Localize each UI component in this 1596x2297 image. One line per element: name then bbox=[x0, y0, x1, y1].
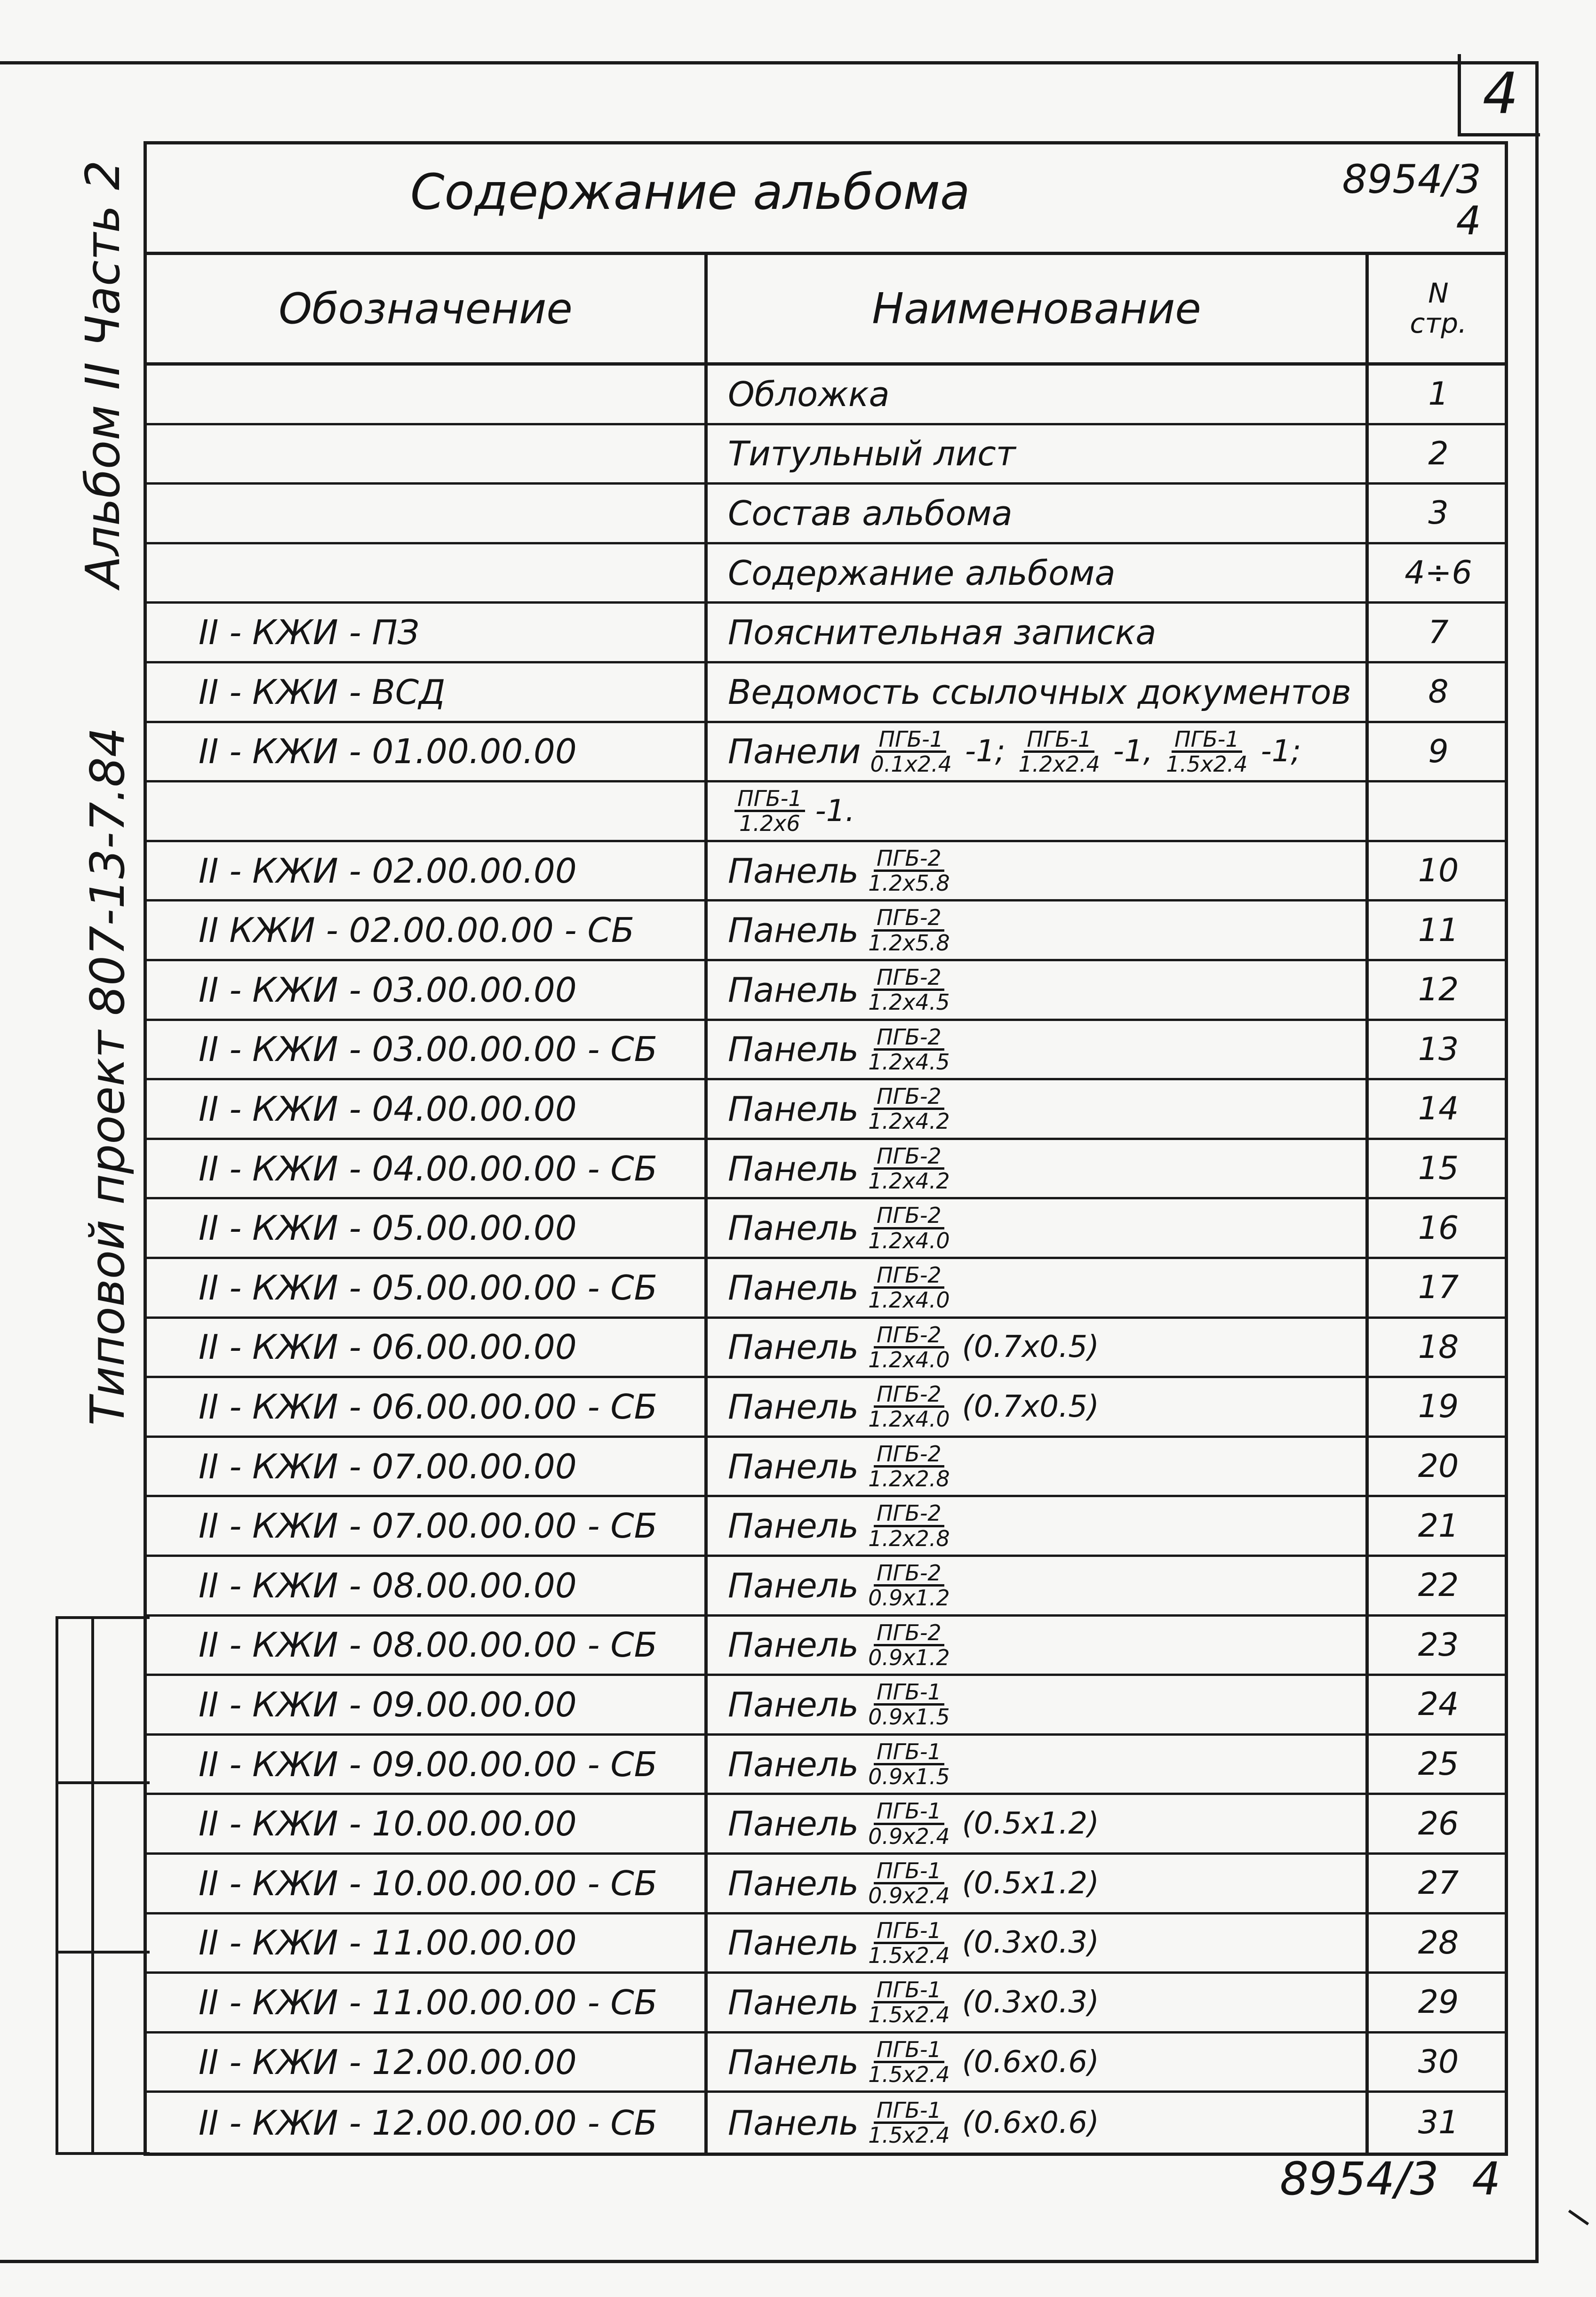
row-page-number: 3 bbox=[1428, 494, 1449, 532]
table-row bbox=[147, 1974, 1505, 2034]
panel-mark: ПГБ-1 bbox=[876, 728, 946, 753]
row-page-number: 4÷6 bbox=[1404, 554, 1472, 592]
row-page-number: 16 bbox=[1418, 1209, 1459, 1247]
panel-mark-fraction bbox=[865, 847, 953, 895]
row-name bbox=[728, 961, 1387, 1019]
panel-mark: ПГБ-1 bbox=[734, 787, 805, 812]
panel-mark-fraction bbox=[865, 1978, 953, 2026]
title-row bbox=[147, 144, 1505, 255]
panel-size: 0.9x2.4 bbox=[868, 1883, 950, 1909]
table-row bbox=[147, 1378, 1505, 1438]
row-name-text: Панель bbox=[728, 1327, 859, 1367]
row-name-text: Панель bbox=[728, 851, 859, 891]
table-row bbox=[147, 1736, 1505, 1795]
row-page-number: 10 bbox=[1418, 852, 1459, 890]
panel-size: 0.9x2.4 bbox=[868, 1823, 950, 1849]
panel-mark-fraction bbox=[865, 1919, 953, 1967]
row-name bbox=[728, 1080, 1387, 1138]
row-designation bbox=[199, 366, 669, 423]
row-name-text: Панель bbox=[728, 1923, 859, 1963]
row-designation bbox=[199, 544, 669, 602]
panel-size: 0.9x1.2 bbox=[868, 1644, 950, 1670]
row-page-number: 9 bbox=[1428, 733, 1449, 770]
document-code-main: 8954/3 bbox=[1342, 156, 1481, 202]
row-name-text: Содержание альбома bbox=[728, 553, 1116, 593]
panel-mark: ПГБ-1 bbox=[874, 2038, 944, 2063]
table-row bbox=[147, 901, 1505, 961]
panel-size: 1.2x5.8 bbox=[868, 870, 950, 896]
table-row bbox=[147, 1855, 1505, 1914]
row-name-text: Панель bbox=[728, 2103, 859, 2143]
row-designation: II - КЖИ - 08.00.00.00 - СБ bbox=[199, 1625, 658, 1665]
row-name-text: Панель bbox=[728, 1625, 859, 1665]
panel-size: 1.5x2.4 bbox=[868, 1942, 950, 1968]
panel-size: 0.9x1.5 bbox=[868, 1704, 950, 1730]
row-designation: II КЖИ - 02.00.00.00 - СБ bbox=[199, 910, 635, 950]
opening-size: (0.3x0.3) bbox=[962, 1985, 1100, 2020]
row-name-text: Панель bbox=[728, 910, 859, 950]
row-page-number: 11 bbox=[1418, 911, 1459, 949]
panel-mark: ПГБ-2 bbox=[874, 1264, 944, 1289]
footer-page-number: 4 bbox=[1472, 2153, 1501, 2205]
row-designation: II - КЖИ - 01.00.00.00 bbox=[199, 732, 577, 772]
panel-mark-fraction bbox=[865, 966, 953, 1014]
table-row bbox=[147, 1497, 1505, 1557]
table-row bbox=[147, 961, 1505, 1021]
panel-size: 1.2x2.8 bbox=[868, 1525, 950, 1551]
row-designation bbox=[199, 425, 669, 483]
stamp-divider bbox=[58, 1951, 150, 1954]
name-header: Наименование bbox=[872, 284, 1201, 334]
document-code-sub: 4 bbox=[1456, 198, 1481, 244]
table-row bbox=[147, 723, 1505, 783]
row-page-number: 29 bbox=[1418, 1984, 1459, 2021]
row-name bbox=[728, 1319, 1387, 1376]
table-row bbox=[147, 544, 1505, 604]
table-row bbox=[147, 1080, 1505, 1140]
row-page-number: 30 bbox=[1418, 2043, 1459, 2081]
row-designation: II - КЖИ - 10.00.00.00 - СБ bbox=[199, 1863, 658, 1903]
row-page-number: 18 bbox=[1418, 1328, 1459, 1366]
panel-size: 1.2x4.2 bbox=[868, 1109, 950, 1134]
row-designation: II - КЖИ - 07.00.00.00 bbox=[199, 1446, 577, 1486]
panel-mark: ПГБ-2 bbox=[874, 906, 944, 931]
row-name bbox=[728, 1557, 1387, 1614]
row-page-number: 8 bbox=[1428, 673, 1449, 711]
table-row bbox=[147, 425, 1505, 485]
panel-mark-fraction bbox=[865, 2099, 953, 2147]
side-album-text: Альбом II Часть 2 bbox=[75, 160, 130, 588]
row-designation: II - КЖИ - 04.00.00.00 bbox=[199, 1089, 577, 1129]
row-page-number: 23 bbox=[1418, 1626, 1459, 1664]
panel-mark-fraction bbox=[734, 787, 805, 835]
row-name-text: Обложка bbox=[728, 374, 890, 414]
row-name bbox=[728, 425, 1387, 483]
column-header-row bbox=[147, 255, 1505, 366]
panel-mark-fraction bbox=[865, 1681, 953, 1729]
row-designation: II - КЖИ - 09.00.00.00 - СБ bbox=[199, 1744, 658, 1784]
row-page-number: 22 bbox=[1418, 1567, 1459, 1604]
row-name bbox=[728, 2093, 1387, 2153]
row-name bbox=[728, 2034, 1387, 2091]
table-row bbox=[147, 1914, 1505, 1974]
table-row bbox=[147, 1795, 1505, 1855]
footer-code: 8954/3 bbox=[1280, 2153, 1439, 2205]
row-designation: II - КЖИ - 02.00.00.00 bbox=[199, 851, 577, 891]
panel-mark: ПГБ-2 bbox=[874, 1324, 944, 1348]
row-name bbox=[728, 782, 1387, 840]
row-name bbox=[728, 1676, 1387, 1733]
row-designation: II - КЖИ - 06.00.00.00 - СБ bbox=[199, 1387, 658, 1427]
panel-mark-fraction bbox=[865, 1859, 953, 1907]
row-name bbox=[728, 1199, 1387, 1257]
row-name-text: Панель bbox=[728, 1565, 859, 1605]
table-row bbox=[147, 1557, 1505, 1617]
row-designation: II - КЖИ - 03.00.00.00 - СБ bbox=[199, 1029, 658, 1069]
panel-size: 1.2x4.0 bbox=[868, 1287, 950, 1313]
row-designation: II - КЖИ - 07.00.00.00 - СБ bbox=[199, 1506, 658, 1546]
page-number-box bbox=[1458, 54, 1540, 136]
panel-mark-fraction bbox=[865, 1562, 953, 1610]
row-name-text: Панель bbox=[728, 1089, 859, 1129]
page-number: 4 bbox=[1482, 61, 1519, 127]
panel-mark: ПГБ-2 bbox=[874, 847, 944, 872]
table-row bbox=[147, 366, 1505, 425]
row-page-number: 14 bbox=[1418, 1090, 1459, 1128]
designation-header: Обозначение bbox=[279, 284, 573, 334]
opening-size: (0.3x0.3) bbox=[962, 1925, 1100, 1961]
panel-mark: ПГБ-1 bbox=[874, 1681, 944, 1706]
row-designation bbox=[199, 782, 669, 840]
row-name bbox=[728, 1855, 1387, 1912]
panel-mark-fraction bbox=[865, 1740, 953, 1788]
row-designation: II - КЖИ - ВСД bbox=[199, 672, 446, 712]
row-name bbox=[728, 663, 1387, 721]
table-row bbox=[147, 1259, 1505, 1319]
panel-mark-fraction bbox=[867, 728, 955, 776]
panel-mark: ПГБ-1 bbox=[874, 1800, 944, 1825]
opening-size: (0.5x1.2) bbox=[962, 1806, 1100, 1842]
row-page-number: 19 bbox=[1418, 1388, 1459, 1426]
panel-mark: ПГБ-2 bbox=[874, 1621, 944, 1646]
row-name-text: Титульный лист bbox=[728, 434, 1016, 474]
table-row bbox=[147, 663, 1505, 723]
row-page-number: 17 bbox=[1418, 1269, 1459, 1307]
row-name-text: Ведомость ссылочных документов bbox=[728, 672, 1351, 712]
row-name bbox=[728, 1974, 1387, 2031]
page-header-number: N bbox=[1428, 277, 1449, 310]
table-row bbox=[147, 2034, 1505, 2093]
opening-size: (0.7x0.5) bbox=[962, 1389, 1100, 1424]
panel-size: 1.5x2.4 bbox=[1166, 751, 1248, 777]
document-code bbox=[1342, 156, 1481, 244]
row-name bbox=[728, 1438, 1387, 1495]
panel-mark: ПГБ-2 bbox=[874, 1502, 944, 1527]
row-page-number: 7 bbox=[1428, 614, 1449, 651]
table-row bbox=[147, 1676, 1505, 1736]
row-name-text: Панель bbox=[728, 1148, 859, 1188]
left-stamp-strip bbox=[56, 1616, 150, 2155]
panel-mark: ПГБ-1 bbox=[874, 1740, 944, 1765]
row-page-number: 21 bbox=[1418, 1507, 1459, 1545]
table-row bbox=[147, 2093, 1505, 2153]
table-row bbox=[147, 1319, 1505, 1379]
panel-mark: ПГБ-1 bbox=[874, 1978, 944, 2003]
table-row bbox=[147, 1199, 1505, 1259]
panel-mark: ПГБ-1 bbox=[874, 2099, 944, 2124]
row-page-number: 12 bbox=[1418, 971, 1459, 1009]
row-name bbox=[728, 1497, 1387, 1555]
table-row bbox=[147, 1617, 1505, 1676]
row-designation: II - КЖИ - 10.00.00.00 bbox=[199, 1804, 577, 1844]
contents-table bbox=[144, 141, 1508, 2156]
row-name-text: Пояснительная записка bbox=[728, 613, 1157, 653]
row-page-number: 27 bbox=[1418, 1865, 1459, 1902]
panel-mark-fraction bbox=[865, 1443, 953, 1491]
panel-mark-fraction bbox=[865, 1800, 953, 1848]
row-designation: II - КЖИ - 08.00.00.00 bbox=[199, 1565, 577, 1605]
panel-size: 1.2x6 bbox=[739, 811, 800, 837]
row-name bbox=[728, 1021, 1387, 1078]
panel-mark: ПГБ-1 bbox=[874, 1859, 944, 1884]
row-name-text: Панель bbox=[728, 1029, 859, 1069]
row-name-text: Панель bbox=[728, 2042, 859, 2082]
row-designation: II - КЖИ - 03.00.00.00 bbox=[199, 970, 577, 1010]
panel-count: -1, bbox=[1113, 734, 1153, 769]
panel-mark-fraction bbox=[865, 2038, 953, 2086]
panel-size: 1.5x2.4 bbox=[868, 2002, 950, 2028]
row-name bbox=[728, 1914, 1387, 1972]
panel-mark: ПГБ-2 bbox=[874, 1085, 944, 1110]
row-page-number: 1 bbox=[1428, 375, 1449, 413]
row-name bbox=[728, 842, 1387, 900]
table-row bbox=[147, 1021, 1505, 1081]
panel-mark-fraction bbox=[865, 1383, 953, 1431]
row-name-text: Панель bbox=[728, 1744, 859, 1784]
row-page-number: 31 bbox=[1418, 2104, 1459, 2142]
row-name bbox=[728, 1736, 1387, 1793]
row-page-number: 28 bbox=[1418, 1924, 1459, 1962]
row-designation bbox=[199, 485, 669, 542]
panel-count: -1. bbox=[815, 793, 855, 829]
table-row bbox=[147, 1140, 1505, 1200]
panel-size: 1.2x2.4 bbox=[1018, 751, 1100, 777]
panel-mark: ПГБ-2 bbox=[874, 1145, 944, 1170]
row-name-text: Панель bbox=[728, 1982, 859, 2022]
row-name-text: Панель bbox=[728, 1506, 859, 1546]
footer-document-code bbox=[1280, 2153, 1500, 2205]
row-name-text: Панель bbox=[728, 1268, 859, 1308]
panel-size: 1.2x4.0 bbox=[868, 1406, 950, 1432]
row-designation: II - КЖИ - 09.00.00.00 bbox=[199, 1684, 577, 1724]
panel-mark-fraction bbox=[865, 1324, 953, 1372]
panel-mark: ПГБ-2 bbox=[874, 1562, 944, 1587]
page-header bbox=[1369, 255, 1508, 362]
row-name bbox=[728, 604, 1387, 661]
table-row bbox=[147, 604, 1505, 663]
stamp-divider-vertical bbox=[91, 1619, 94, 2152]
page-header-label: стр. bbox=[1410, 307, 1467, 339]
panel-mark: ПГБ-2 bbox=[874, 1383, 944, 1408]
side-project-text: Типовой проект 807-13-7.84 bbox=[80, 727, 135, 1426]
row-name bbox=[728, 1795, 1387, 1852]
panel-size: 0.1x2.4 bbox=[870, 751, 952, 777]
opening-size: (0.5x1.2) bbox=[962, 1866, 1100, 1901]
row-name bbox=[728, 1259, 1387, 1316]
table-row bbox=[147, 1438, 1505, 1498]
table-row bbox=[147, 842, 1505, 902]
panel-mark-fraction bbox=[865, 1264, 953, 1312]
row-name-text: Состав альбома bbox=[728, 493, 1013, 533]
panel-size: 1.2x4.2 bbox=[868, 1168, 950, 1194]
row-name bbox=[728, 901, 1387, 959]
opening-size: (0.7x0.5) bbox=[962, 1330, 1100, 1365]
panel-size: 1.2x5.8 bbox=[868, 930, 950, 956]
row-name-text: Панель bbox=[728, 970, 859, 1010]
row-page-number bbox=[1369, 782, 1508, 840]
panel-size: 1.2x4.0 bbox=[868, 1228, 950, 1253]
corner-mark bbox=[1568, 2209, 1589, 2225]
panel-mark: ПГБ-2 bbox=[874, 966, 944, 991]
row-designation: II - КЖИ - 05.00.00.00 - СБ bbox=[199, 1268, 658, 1308]
stamp-divider bbox=[58, 1781, 150, 1784]
row-designation: II - КЖИ - 12.00.00.00 bbox=[199, 2042, 577, 2082]
panel-mark-fraction bbox=[1163, 728, 1251, 776]
panel-size: 1.2x4.5 bbox=[868, 1049, 950, 1075]
panel-mark-fraction bbox=[865, 1204, 953, 1252]
panel-size: 0.9x1.5 bbox=[868, 1764, 950, 1790]
row-name bbox=[728, 366, 1387, 423]
row-name-text: Панель bbox=[728, 1863, 859, 1903]
panel-count: -1; bbox=[965, 734, 1005, 769]
panel-mark: ПГБ-1 bbox=[1024, 728, 1094, 753]
panel-mark-fraction bbox=[865, 1085, 953, 1133]
row-name-text: Панель bbox=[728, 1446, 859, 1486]
row-name bbox=[728, 485, 1387, 542]
row-name bbox=[728, 723, 1387, 781]
row-designation: II - КЖИ - 11.00.00.00 - СБ bbox=[199, 1982, 658, 2022]
opening-size: (0.6x0.6) bbox=[962, 2105, 1100, 2140]
panel-size: 1.2x2.8 bbox=[868, 1466, 950, 1492]
row-name-text: Панель bbox=[728, 1684, 859, 1724]
row-designation: II - КЖИ - 11.00.00.00 bbox=[199, 1923, 577, 1963]
panel-mark-fraction bbox=[865, 1621, 953, 1669]
row-name bbox=[728, 1617, 1387, 1674]
row-name bbox=[728, 544, 1387, 602]
row-name-text: Панель bbox=[728, 1387, 859, 1427]
row-page-number: 20 bbox=[1418, 1448, 1459, 1485]
row-page-number: 26 bbox=[1418, 1805, 1459, 1842]
row-designation: II - КЖИ - 05.00.00.00 bbox=[199, 1208, 577, 1248]
panel-size: 1.2x4.5 bbox=[868, 989, 950, 1015]
row-name-text: Панели bbox=[728, 732, 861, 772]
table-row bbox=[147, 485, 1505, 544]
row-page-number: 2 bbox=[1428, 435, 1449, 472]
panel-mark: ПГБ-2 bbox=[874, 1026, 944, 1051]
row-page-number: 13 bbox=[1418, 1030, 1459, 1068]
row-name-text: Панель bbox=[728, 1804, 859, 1844]
panel-mark-fraction bbox=[865, 1502, 953, 1550]
row-name-text: Панель bbox=[728, 1208, 859, 1248]
panel-mark: ПГБ-1 bbox=[874, 1919, 944, 1944]
panel-size: 1.5x2.4 bbox=[868, 2122, 950, 2148]
panel-mark-fraction bbox=[865, 906, 953, 954]
panel-mark: ПГБ-2 bbox=[874, 1204, 944, 1229]
panel-mark-fraction bbox=[865, 1026, 953, 1074]
opening-size: (0.6x0.6) bbox=[962, 2044, 1100, 2080]
album-contents-title: Содержание альбома bbox=[410, 163, 970, 221]
row-designation: II - КЖИ - 04.00.00.00 - СБ bbox=[199, 1148, 658, 1188]
panel-size: 0.9x1.2 bbox=[868, 1585, 950, 1611]
row-name bbox=[728, 1378, 1387, 1436]
row-designation: II - КЖИ - ПЗ bbox=[199, 613, 419, 653]
row-page-number: 25 bbox=[1418, 1746, 1459, 1783]
table-row bbox=[147, 782, 1505, 842]
panel-size: 1.2x4.0 bbox=[868, 1347, 950, 1372]
row-designation: II - КЖИ - 06.00.00.00 bbox=[199, 1327, 577, 1367]
row-name bbox=[728, 1140, 1387, 1197]
panel-mark-fraction bbox=[1015, 728, 1103, 776]
row-page-number: 24 bbox=[1418, 1686, 1459, 1723]
panel-mark: ПГБ-1 bbox=[1172, 728, 1242, 753]
panel-mark-fraction bbox=[865, 1145, 953, 1193]
row-page-number: 15 bbox=[1418, 1150, 1459, 1188]
row-designation: II - КЖИ - 12.00.00.00 - СБ bbox=[199, 2103, 658, 2143]
panel-count: -1; bbox=[1261, 734, 1301, 769]
panel-size: 1.5x2.4 bbox=[868, 2062, 950, 2088]
panel-mark: ПГБ-2 bbox=[874, 1443, 944, 1468]
